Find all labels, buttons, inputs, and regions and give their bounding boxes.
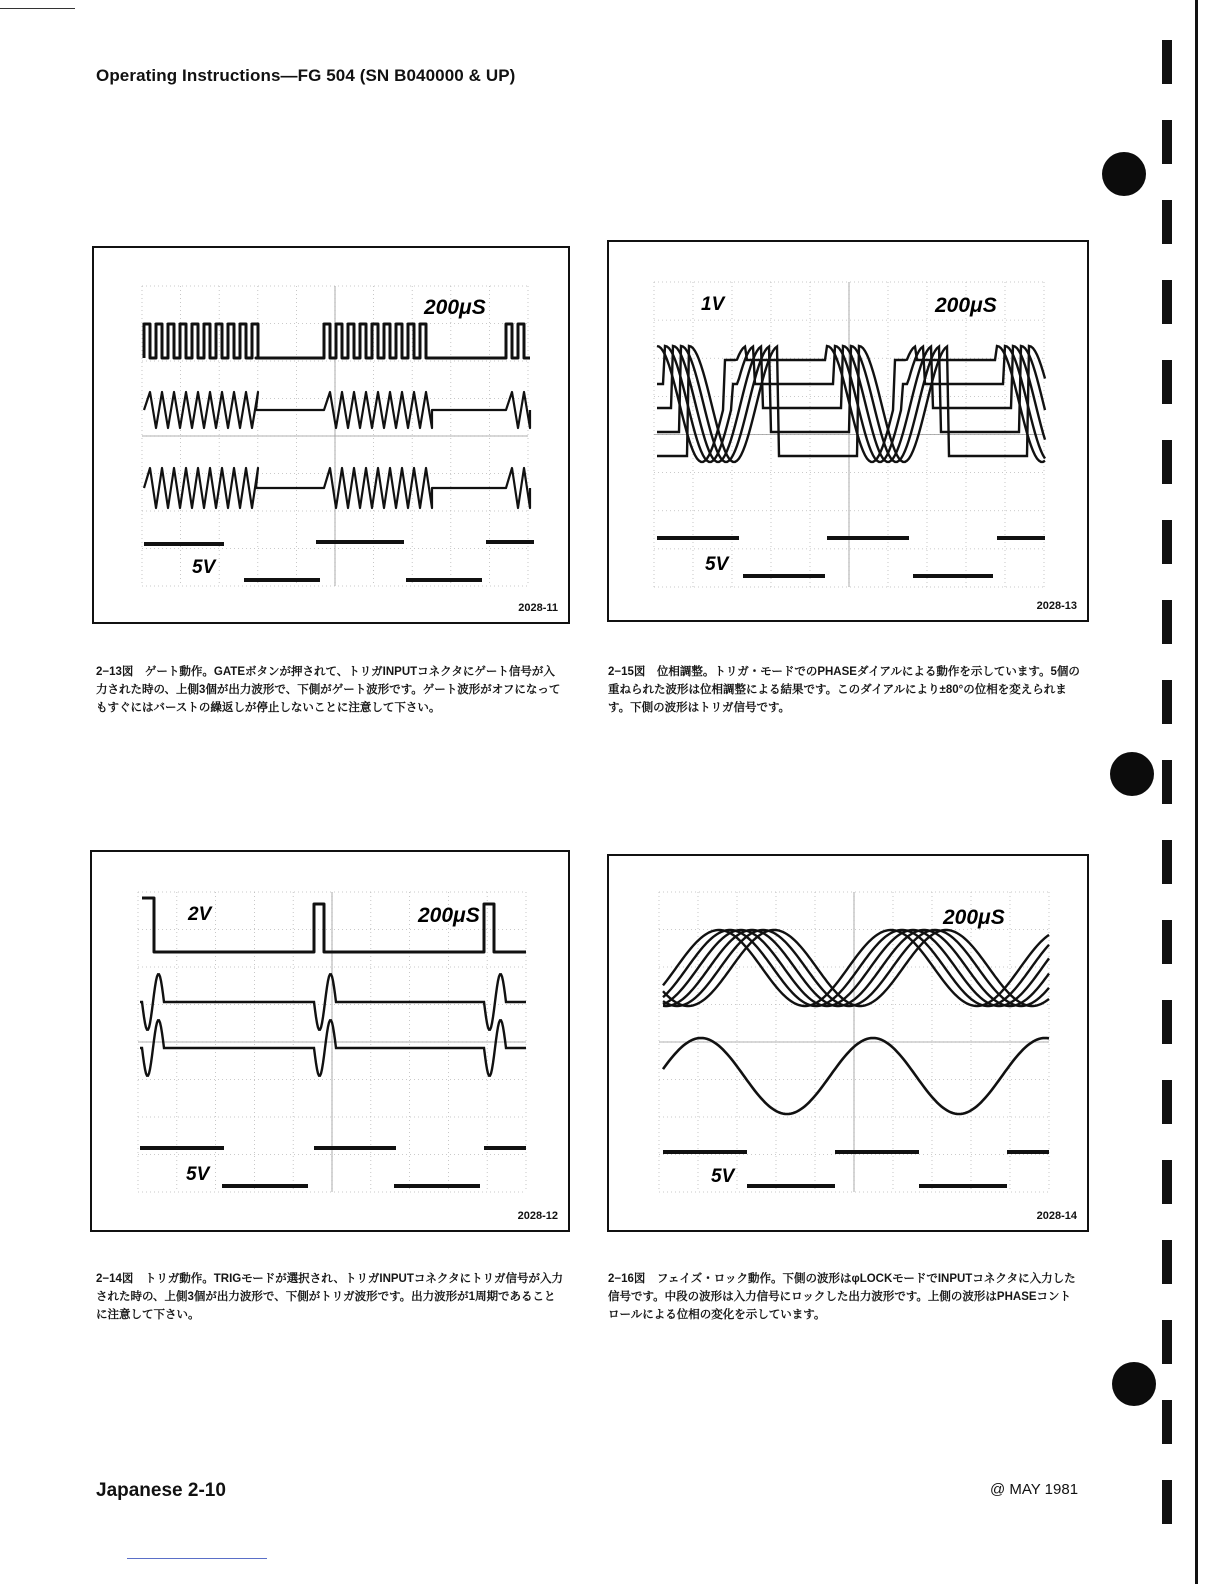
punch-hole-icon bbox=[1110, 752, 1154, 796]
waveform-traces bbox=[663, 930, 1049, 1186]
binder-tick-mark bbox=[1162, 280, 1172, 324]
punch-hole-icon bbox=[1112, 1362, 1156, 1406]
caption-2-16: 2−16図 フェイズ・ロック動作。下側の波形はφLOCKモードでINPUTコネクタに入力した信号です。中段の波形は入力信号にロックした出力波形です。上側の波形はPHASEコントロールによる位相の変化を示しています。 bbox=[608, 1273, 1076, 1321]
plate-number: 2028-12 bbox=[517, 1210, 558, 1222]
plate-number: 2028-11 bbox=[518, 602, 558, 614]
page-header-title: Operating Instructions—FG 504 (SN B040000 & UP) bbox=[96, 66, 516, 85]
time-div-label: 200μS bbox=[418, 904, 480, 927]
binder-tick-mark bbox=[1162, 760, 1172, 804]
footer-section: Japanese 2-10 bbox=[96, 1480, 226, 1501]
caption-2-13: 2−13図 ゲート動作。GATEボタンが押されて、トリガINPUTコネクタにゲート信号が入力された時の、上側3個が出力波形で、下側がゲート波形です。ゲート波形がオフになってもすぐにはバーストの繰返しが停止しないことに注意して下さい。 bbox=[96, 666, 561, 714]
waveform-trace bbox=[144, 324, 530, 358]
bottom-rule bbox=[127, 1558, 267, 1559]
plate-number: 2028-13 bbox=[1036, 600, 1077, 612]
binder-tick-mark bbox=[1162, 120, 1172, 164]
binder-tick-mark bbox=[1162, 440, 1172, 484]
caption-2-15: 2−15図 位相調整。トリガ・モードでのPHASEダイアルによる動作を示しています。5個の重ねられた波形は位相調整による結果です。このダイアルにより±80°の位相を変えられます。下側の波形はトリガ信号です。 bbox=[608, 666, 1080, 714]
scope-trace-2-14 bbox=[92, 852, 568, 1230]
figure-2-13 bbox=[92, 246, 570, 624]
binder-tick-mark bbox=[1162, 600, 1172, 644]
waveform-traces bbox=[657, 346, 1045, 462]
volts-bottom-label: 5V bbox=[192, 557, 216, 578]
scope-trace-2-13 bbox=[94, 248, 568, 622]
graticule bbox=[659, 892, 1049, 1192]
volts-bottom-label: 5V bbox=[711, 1166, 735, 1187]
top-rule bbox=[0, 8, 75, 9]
binder-tick-mark bbox=[1162, 920, 1172, 964]
time-div-label: 200μS bbox=[424, 296, 486, 319]
scope-trace-2-16 bbox=[609, 856, 1087, 1230]
page-edge-line bbox=[1195, 0, 1198, 1584]
binder-tick-mark bbox=[1162, 1240, 1172, 1284]
time-div-label: 200μS bbox=[943, 906, 1005, 929]
binder-tick-mark bbox=[1162, 40, 1172, 84]
punch-hole-icon bbox=[1102, 152, 1146, 196]
binder-tick-mark bbox=[1162, 680, 1172, 724]
figure-2-16 bbox=[607, 854, 1089, 1232]
binder-tick-mark bbox=[1162, 1160, 1172, 1204]
scope-trace-2-15 bbox=[609, 242, 1087, 620]
caption-2-14: 2−14図 トリガ動作。TRIGモードが選択され、トリガINPUTコネクタにトリガ信号が入力された時の、上側3個が出力波形で、下側がトリガ波形です。出力波形が1周期であることに注意して下さい。 bbox=[96, 1273, 564, 1321]
waveform-trace bbox=[144, 392, 530, 428]
volts-bottom-label: 5V bbox=[705, 554, 729, 575]
volts-top-label: 1V bbox=[701, 294, 725, 315]
volts-top-label: 2V bbox=[188, 904, 212, 925]
binder-tick-mark bbox=[1162, 1000, 1172, 1044]
footer-date: @ MAY 1981 bbox=[990, 1481, 1079, 1498]
waveform-trace bbox=[144, 468, 530, 508]
binder-tick-mark bbox=[1162, 520, 1172, 564]
binder-tick-mark bbox=[1162, 1320, 1172, 1364]
binder-tick-mark bbox=[1162, 840, 1172, 884]
plate-number: 2028-14 bbox=[1036, 1210, 1077, 1222]
binder-tick-mark bbox=[1162, 200, 1172, 244]
binder-tick-mark bbox=[1162, 1400, 1172, 1444]
volts-bottom-label: 5V bbox=[186, 1164, 210, 1185]
binder-tick-mark bbox=[1162, 360, 1172, 404]
binder-tick-mark bbox=[1162, 1480, 1172, 1524]
binder-tick-mark bbox=[1162, 1080, 1172, 1124]
figure-2-14 bbox=[90, 850, 570, 1232]
figure-2-15 bbox=[607, 240, 1089, 622]
time-div-label: 200μS bbox=[935, 294, 997, 317]
